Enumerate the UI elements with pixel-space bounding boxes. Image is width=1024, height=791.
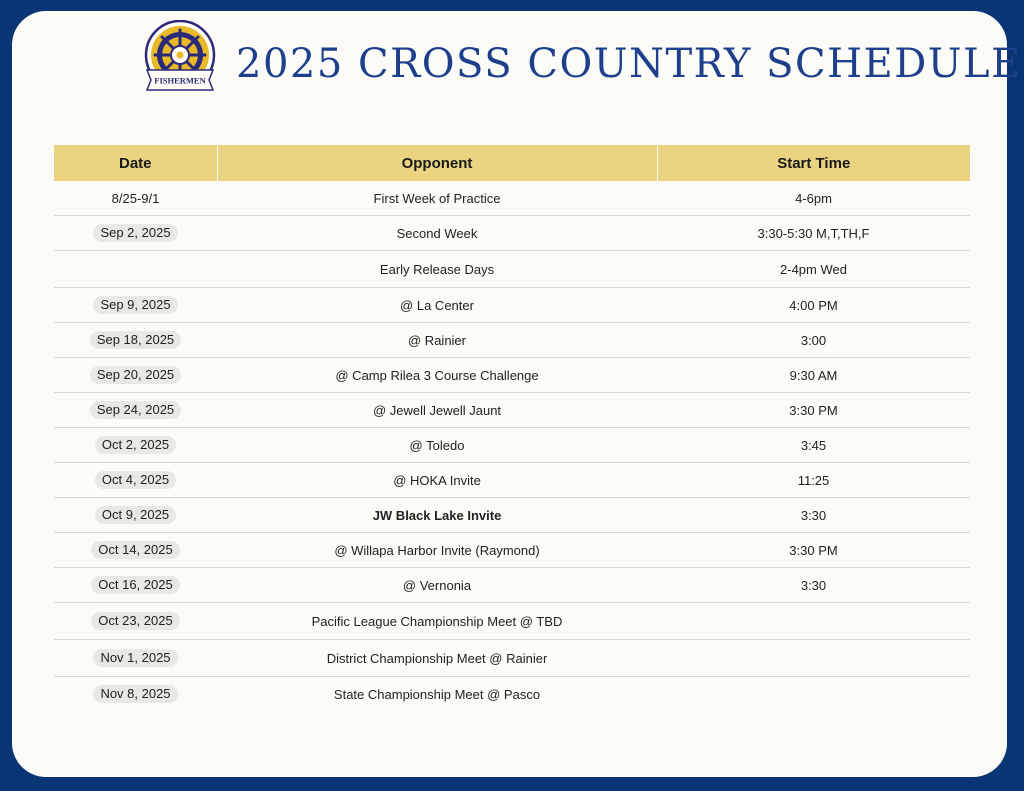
opponent-cell: JW Black Lake Invite [217,498,657,533]
date-cell [54,603,217,640]
date-chip: Nov 8, 2025 [93,685,177,703]
start-time-cell: 3:30 PM [657,393,970,428]
table-row [54,533,970,568]
table-row [54,288,970,323]
table-row [54,216,970,251]
date-chip: Oct 16, 2025 [91,576,179,594]
date-cell [54,568,217,603]
date-chip: Sep 9, 2025 [93,296,177,314]
date-chip: Sep 18, 2025 [90,331,181,349]
start-time-cell: 3:45 [657,428,970,463]
start-time-cell: 2-4pm Wed [657,251,970,288]
table-header-row [54,145,970,181]
date-cell [54,358,217,393]
table-row [54,677,970,712]
table-row [54,358,970,393]
start-time-cell: 3:00 [657,323,970,358]
start-time-cell: 3:30-5:30 M,T,TH,F [657,216,970,251]
header-start-time: Start Time [657,145,970,181]
table-row [54,603,970,640]
date-chip: Oct 9, 2025 [95,506,176,524]
opponent-cell: @ Jewell Jewell Jaunt [217,393,657,428]
start-time-cell [657,677,970,712]
opponent-cell: @ Vernonia [217,568,657,603]
date-cell [54,251,217,288]
opponent-cell: District Championship Meet @ Rainier [217,640,657,677]
page-title: 2025 CROSS COUNTRY SCHEDULE [236,41,1022,87]
date-cell [54,216,217,251]
opponent-cell: @ Rainier [217,323,657,358]
date-cell [54,677,217,712]
date-cell [54,181,217,216]
schedule-rows [54,181,970,711]
date-chip: Nov 1, 2025 [93,649,177,667]
header-date: Date [54,145,217,181]
opponent-cell: @ La Center [217,288,657,323]
date-chip: Oct 14, 2025 [91,541,179,559]
table-row [54,463,970,498]
start-time-cell: 9:30 AM [657,358,970,393]
table-row [54,251,970,288]
date-cell [54,288,217,323]
date-text: 8/25-9/1 [111,190,160,206]
fishermen-logo [143,20,217,94]
start-time-cell: 11:25 [657,463,970,498]
opponent-cell: Pacific League Championship Meet @ TBD [217,603,657,640]
start-time-cell [657,640,970,677]
date-cell [54,463,217,498]
table-row [54,393,970,428]
start-time-cell [657,603,970,640]
logo-text: FISHERMEN [154,75,206,86]
date-chip: Oct 4, 2025 [95,471,176,489]
start-time-cell: 3:30 PM [657,533,970,568]
date-chip: Oct 23, 2025 [91,612,179,630]
opponent-cell: State Championship Meet @ Pasco [333,686,541,702]
opponent-cell: @ HOKA Invite [217,463,657,498]
start-time-cell: 4:00 PM [657,288,970,323]
date-chip: Oct 2, 2025 [95,436,176,454]
table-row [54,568,970,603]
date-cell [54,498,217,533]
date-cell [54,323,217,358]
opponent-cell: Second Week [217,216,657,251]
opponent-cell: @ Camp Rilea 3 Course Challenge [217,358,657,393]
start-time-cell: 3:30 [657,568,970,603]
table-row [54,640,970,677]
table-row [54,428,970,463]
date-cell [54,640,217,677]
schedule-table [54,145,970,711]
header-opponent: Opponent [217,145,657,181]
date-chip: Sep 20, 2025 [90,366,181,384]
date-cell [54,533,217,568]
date-chip: Sep 24, 2025 [90,401,181,419]
opponent-cell: @ Willapa Harbor Invite (Raymond) [217,533,657,568]
table-row [54,323,970,358]
date-chip: Sep 2, 2025 [93,224,177,242]
date-cell [54,393,217,428]
table-row [54,181,970,216]
start-time-cell: 3:30 [657,498,970,533]
start-time-cell: 4-6pm [657,181,970,216]
table-row [54,498,970,533]
opponent-cell: First Week of Practice [217,181,657,216]
opponent-cell: Early Release Days [217,251,657,288]
opponent-cell: @ Toledo [217,428,657,463]
date-cell [54,428,217,463]
